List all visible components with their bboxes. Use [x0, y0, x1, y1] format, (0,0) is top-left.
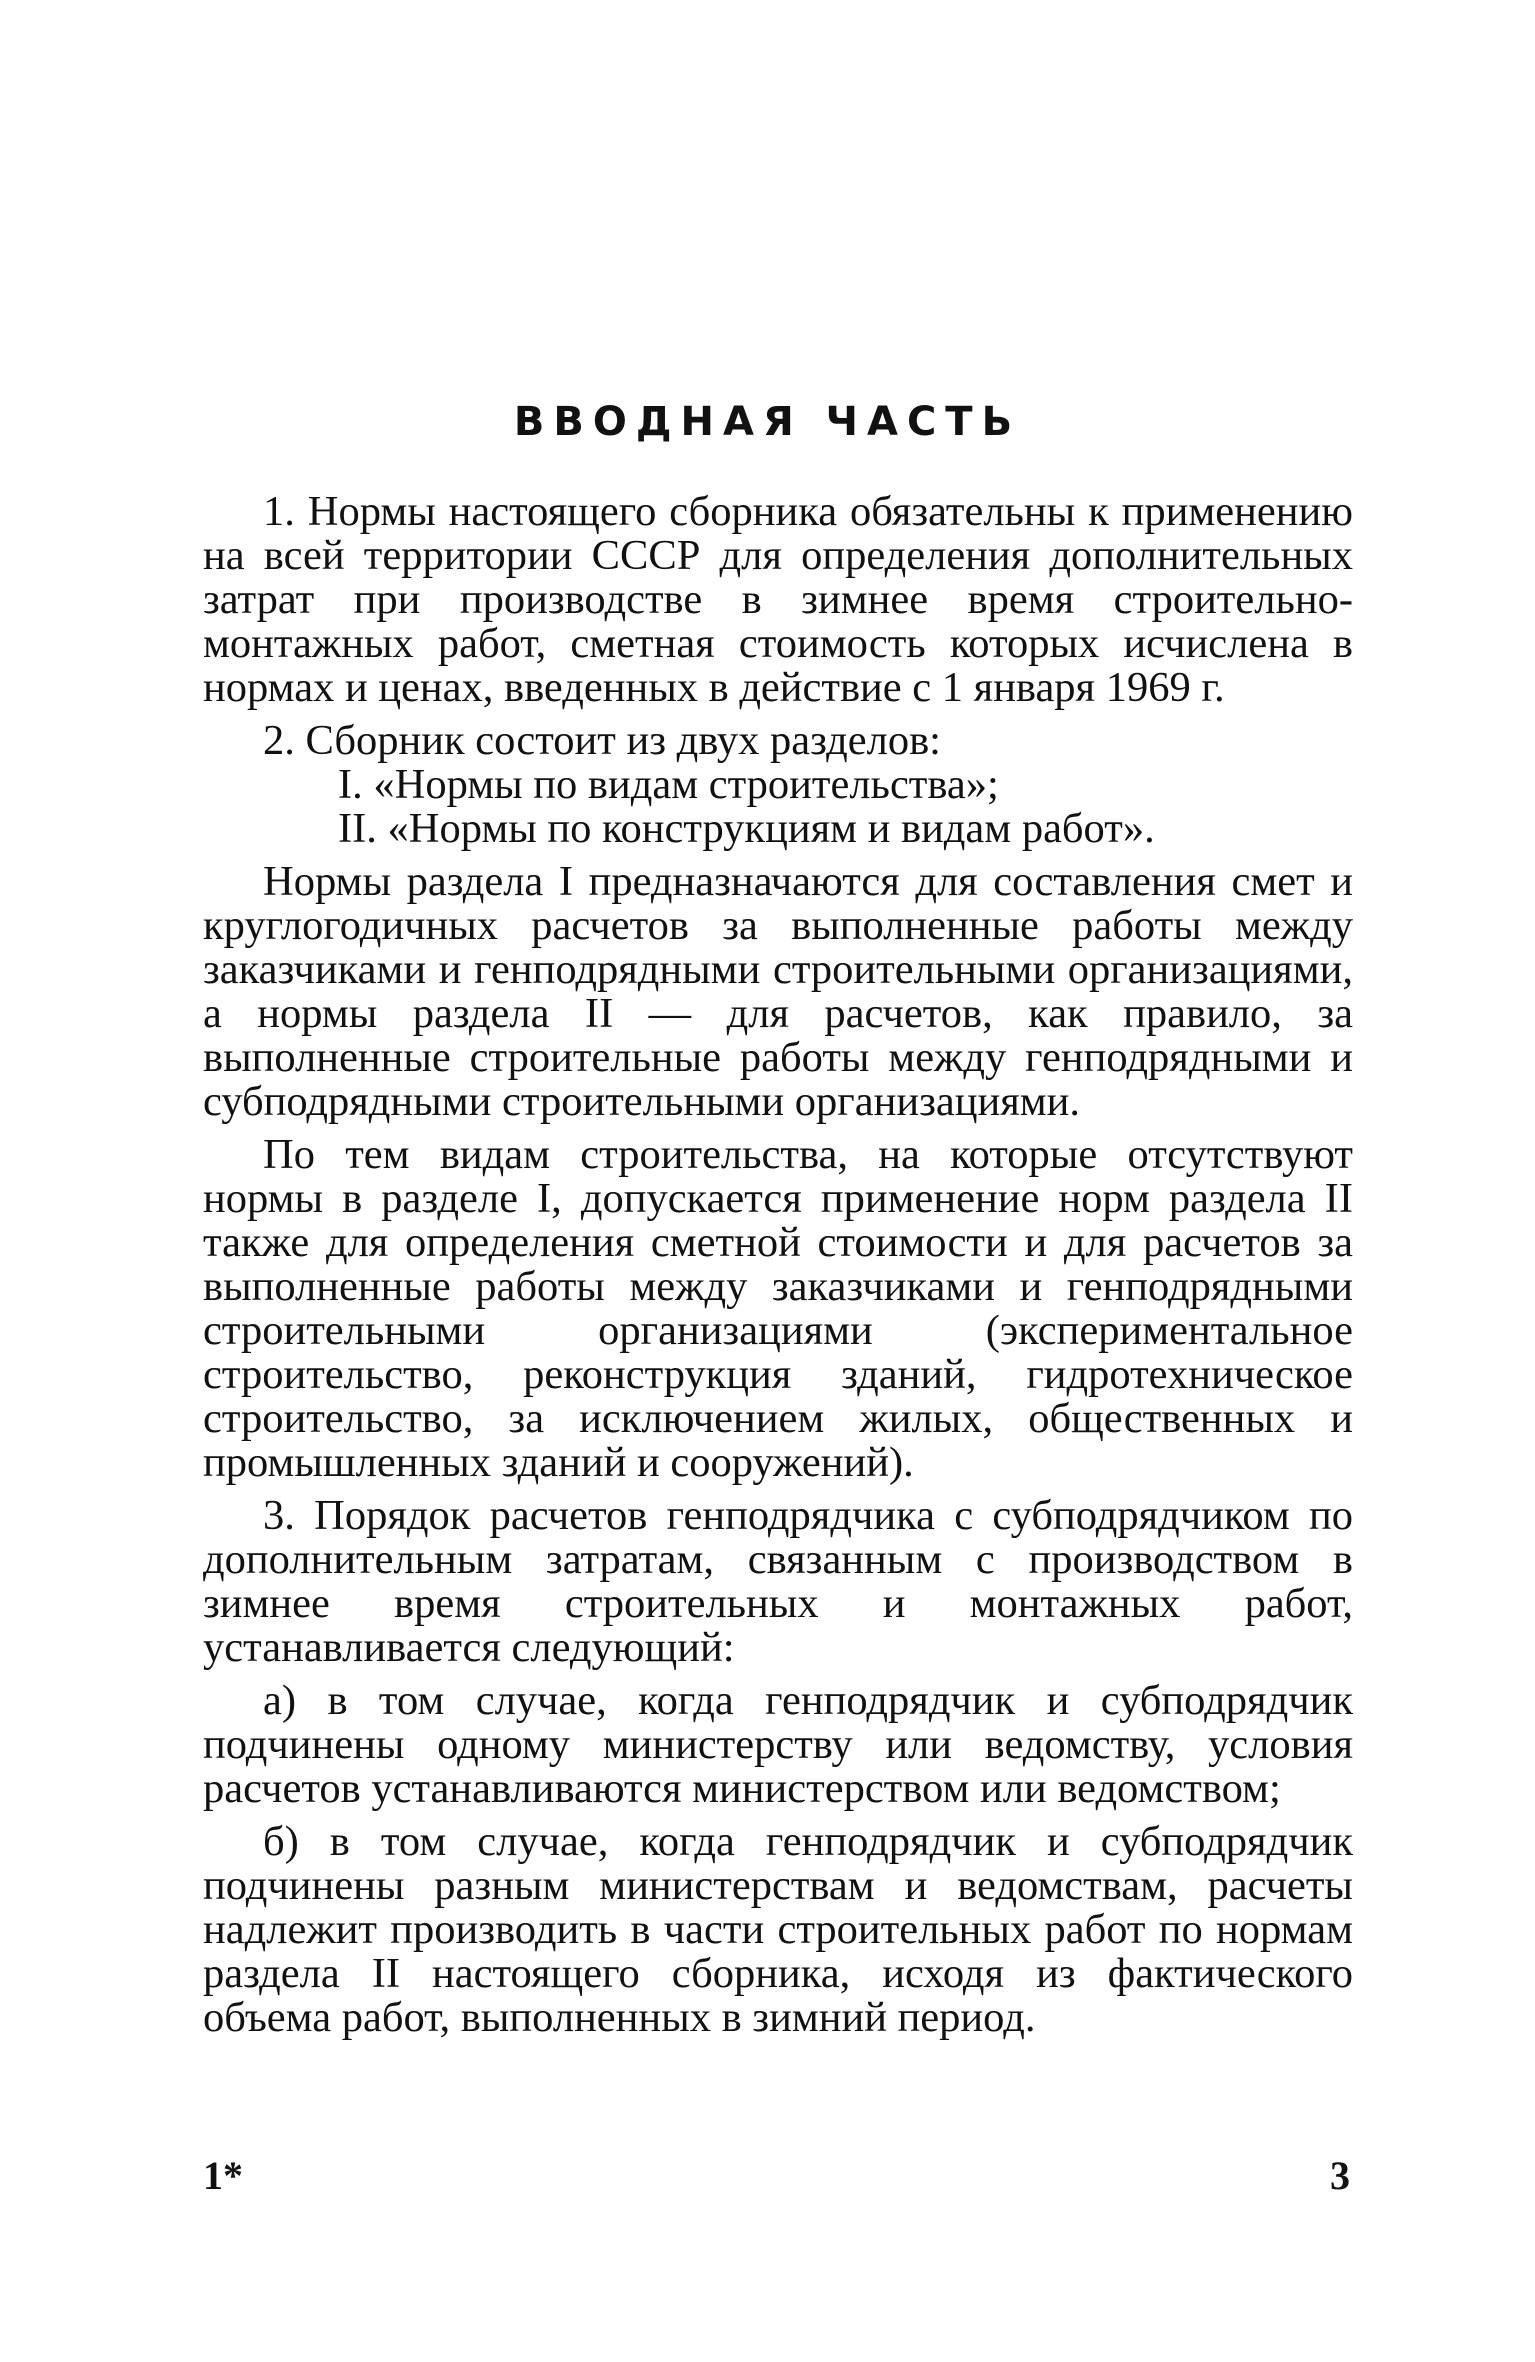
- section-list-item-2: II. «Нормы по конструкциям и видам работ».: [338, 805, 1155, 852]
- paragraph-4: По тем видам строительства, на которые отсутствуют нормы в разделе I, допускается применение норм раздела II также для определения сметной стоимости и для расчетов за выполненные работы между заказчиками и генподрядными строительными организациями (экспериментальное строительство, реконструкция зданий, гидротехническое строительство, за исключением жилых, общественных и промышленных зданий и сооружений).: [203, 1131, 1353, 1486]
- paragraph-1: 1. Нормы настоящего сборника обязательны к применению на всей территории СССР для определения дополнительных затрат при производстве в зимнее время строительно-монтажных работ, сметная стоимость которых исчислена в нормах и ценах, введенных в действие с 1 января 1969 г.: [203, 488, 1353, 711]
- body-text: [203, 490, 1353, 2040]
- section-heading: ВВОДНАЯ ЧАСТЬ: [513, 399, 1022, 445]
- page-number: 3: [1330, 2153, 1350, 2198]
- section-list-item-1: I. «Нормы по видам строительства»;: [338, 761, 999, 808]
- paragraph-6: а) в том случае, когда генподрядчик и субподрядчик подчинены одному министерству или ведомству, условия расчетов устанавливаются министерством или ведомством;: [203, 1677, 1353, 1812]
- paragraph-7: б) в том случае, когда генподрядчик и субподрядчик подчинены разным министерствам и ведомствам, расчеты надлежит производить в части строительных работ по нормам раздела II настоящего сборника, исходя из фактического объема работ, выполненных в зимний период.: [203, 1818, 1353, 2041]
- signature-mark: 1*: [203, 2153, 243, 2198]
- paragraph-5: 3. Порядок расчетов генподрядчика с субподрядчиком по дополнительным затратам, связанным с производством в зимнее время строительных и монтажных работ, устанавливается следующий:: [203, 1492, 1353, 1671]
- paragraph-3: Нормы раздела I предназначаются для составления смет и круглогодичных расчетов за выполненные работы между заказчиками и генподрядными строительными организациями, а нормы раздела II — для расчетов, как правило, за выполненные строительные работы между генподрядными и субподрядными строительными организациями.: [203, 858, 1353, 1125]
- paragraph-2: 2. Сборник состоит из двух разделов:: [263, 717, 941, 764]
